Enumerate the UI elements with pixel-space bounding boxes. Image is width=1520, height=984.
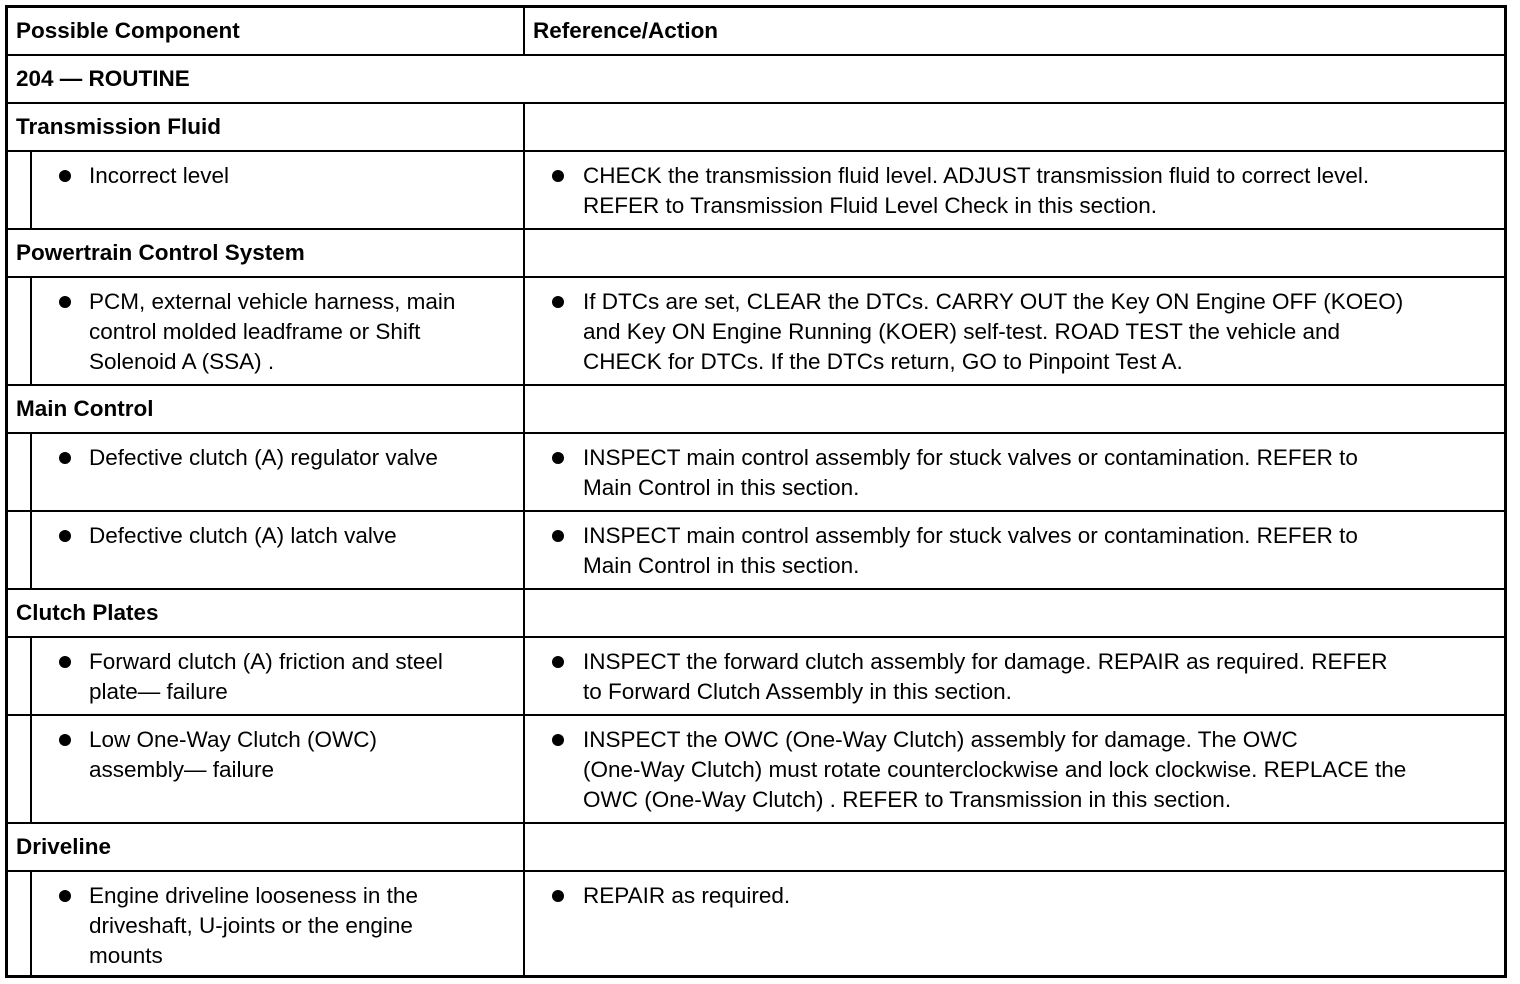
action-line: INSPECT main control assembly for stuck valves or contamination. REFER to — [583, 445, 1358, 470]
action-line: (One-Way Clutch) must rotate counterclockwise and lock clockwise. REPLACE the — [583, 757, 1407, 782]
header-possible-component: Possible Component — [16, 18, 240, 43]
component-line: Low One-Way Clutch (OWC) — [89, 727, 377, 752]
section-title-row — [8, 386, 1504, 434]
section-title-row — [8, 104, 1504, 152]
bullet-icon — [552, 170, 564, 182]
component-line: Solenoid A (SSA) . — [89, 349, 275, 374]
component-line: PCM, external vehicle harness, main — [89, 289, 456, 314]
section-title: Clutch Plates — [16, 600, 159, 625]
table-header-row — [8, 8, 1504, 56]
indent-divider — [30, 512, 32, 588]
component-line: Defective clutch (A) regulator valve — [89, 445, 438, 470]
column-divider — [523, 434, 525, 510]
section-title-row — [8, 590, 1504, 638]
section-title: Powertrain Control System — [16, 240, 305, 265]
component-line: Incorrect level — [89, 163, 230, 188]
action-line: CHECK for DTCs. If the DTCs return, GO to Pinpoint Test A. — [583, 349, 1183, 374]
indent-divider — [30, 434, 32, 510]
column-divider — [523, 104, 525, 150]
column-divider — [523, 230, 525, 276]
column-divider — [523, 716, 525, 822]
bullet-icon — [59, 170, 71, 182]
item-row — [8, 512, 1504, 590]
routine-label: 204 — ROUTINE — [16, 66, 190, 91]
indent-divider — [30, 872, 32, 975]
bullet-icon — [59, 452, 71, 464]
indent-divider — [30, 716, 32, 822]
component-line: Defective clutch (A) latch valve — [89, 523, 397, 548]
item-row — [8, 872, 1504, 975]
section-title: Transmission Fluid — [16, 114, 222, 139]
column-divider — [523, 638, 525, 714]
action-line: to Forward Clutch Assembly in this section. — [583, 679, 1012, 704]
header-reference-action: Reference/Action — [533, 18, 719, 43]
bullet-icon — [59, 734, 71, 746]
item-row — [8, 278, 1504, 386]
indent-divider — [30, 638, 32, 714]
item-row — [8, 152, 1504, 230]
component-line: driveshaft, U-joints or the engine — [89, 913, 413, 938]
indent-divider — [30, 152, 32, 228]
item-row — [8, 434, 1504, 512]
bullet-icon — [552, 734, 564, 746]
component-line: plate— failure — [89, 679, 228, 704]
diagnosis-table — [5, 5, 1507, 978]
component-line: Forward clutch (A) friction and steel — [89, 649, 443, 674]
action-line: CHECK the transmission fluid level. ADJUST transmission fluid to correct level. — [583, 163, 1370, 188]
bullet-icon — [552, 656, 564, 668]
section-title: Driveline — [16, 834, 112, 859]
column-divider — [523, 278, 525, 384]
column-divider — [523, 872, 525, 975]
bullet-icon — [552, 296, 564, 308]
action-line: OWC (One-Way Clutch) . REFER to Transmission in this section. — [583, 787, 1232, 812]
bullet-icon — [59, 296, 71, 308]
section-title-row — [8, 230, 1504, 278]
column-divider — [523, 152, 525, 228]
action-line: INSPECT the OWC (One-Way Clutch) assembly for damage. The OWC — [583, 727, 1298, 752]
column-divider — [523, 386, 525, 432]
item-row — [8, 716, 1504, 824]
column-divider — [523, 824, 525, 870]
action-line: INSPECT main control assembly for stuck valves or contamination. REFER to — [583, 523, 1358, 548]
action-line: Main Control in this section. — [583, 475, 860, 500]
component-line: assembly— failure — [89, 757, 275, 782]
bullet-icon — [552, 530, 564, 542]
action-line: REFER to Transmission Fluid Level Check in this section. — [583, 193, 1157, 218]
action-line: REPAIR as required. — [583, 883, 791, 908]
routine-row — [8, 56, 1504, 104]
action-line: If DTCs are set, CLEAR the DTCs. CARRY OUT the Key ON Engine OFF (KOEO) — [583, 289, 1404, 314]
column-divider — [523, 590, 525, 636]
bullet-icon — [552, 452, 564, 464]
bullet-icon — [59, 656, 71, 668]
component-line: control molded leadframe or Shift — [89, 319, 421, 344]
bullet-icon — [552, 890, 564, 902]
action-line: Main Control in this section. — [583, 553, 860, 578]
bullet-icon — [59, 890, 71, 902]
section-title: Main Control — [16, 396, 154, 421]
section-title-row — [8, 824, 1504, 872]
bullet-icon — [59, 530, 71, 542]
column-divider — [523, 512, 525, 588]
component-line: Engine driveline looseness in the — [89, 883, 418, 908]
column-divider — [523, 8, 525, 54]
component-line: mounts — [89, 943, 163, 968]
action-line: INSPECT the forward clutch assembly for damage. REPAIR as required. REFER — [583, 649, 1388, 674]
item-row — [8, 638, 1504, 716]
indent-divider — [30, 278, 32, 384]
action-line: and Key ON Engine Running (KOER) self-test. ROAD TEST the vehicle and — [583, 319, 1341, 344]
